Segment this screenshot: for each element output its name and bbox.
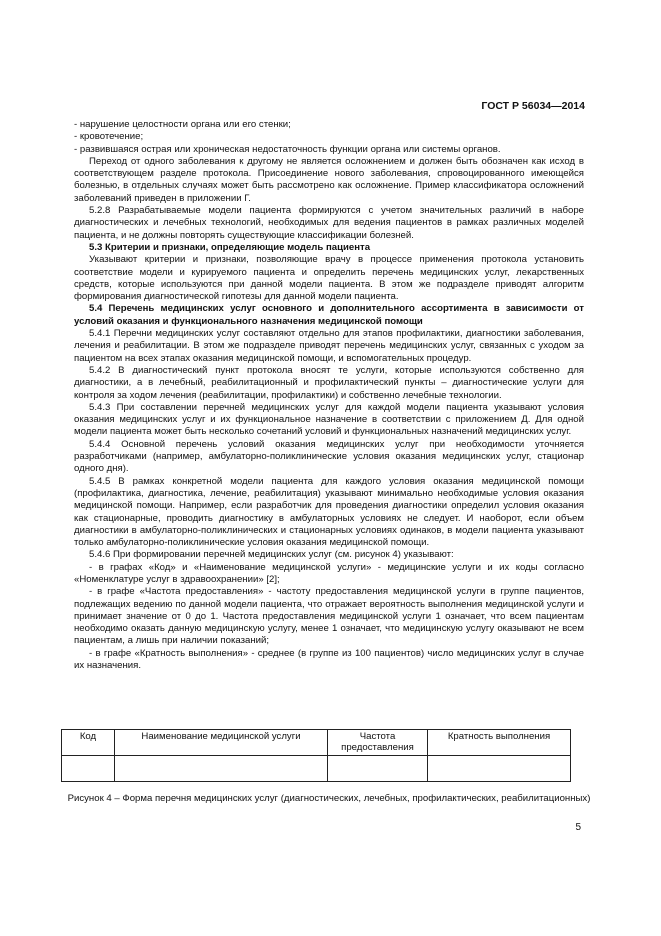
table-cell — [328, 756, 428, 782]
section-heading: 5.3 Критерии и признаки, определяющие модель пациента — [89, 241, 371, 253]
table-cell — [115, 756, 328, 782]
page-number: 5 — [575, 822, 581, 833]
column-header-name: Наименование медицинской услуги — [115, 730, 328, 756]
list-item: - нарушение целостности органа или его стенки; — [74, 119, 291, 130]
table-header-row — [62, 730, 571, 756]
paragraph: 5.4.3 При составлении перечней медицинских услуг для каждой модели пациента указывают условия оказания медицинских услуг и их функциональное назначение в соответствии с приложением Д. Для одной модели пациента может быть несколько сочетаний условий и функциональных назначений медицинских услуг. — [74, 401, 584, 438]
figure-caption: Рисунок 4 – Форма перечня медицинских услуг (диагностических, лечебных, профилактических, реабилитационных) — [67, 793, 591, 804]
table-cell — [428, 756, 571, 782]
paragraph: 5.4.1 Перечни медицинских услуг составляют отдельно для этапов профилактики, диагностики заболевания, лечения и реабилитации. В этом же подразделе приводят перечень медицинских услуг, связанных с уходом за пациентом на всех этапах оказания медицинской помощи, и вспомогательных процедур. — [74, 328, 584, 364]
paragraph: 5.4.2 В диагностический пункт протокола вносят те услуги, которые используются собственно для диагностики, а в лечебный, реабилитационный и профилактический пункты – диагностические услуги для контроля за ходом лечения (реабилитации, профилактики) и собственно лечебные технологии. — [74, 364, 584, 401]
paragraph: 5.4.5 В рамках конкретной модели пациента для каждого условия оказания медицинской помощи (профилактика, диагностика, лечение, реабилитация) указывают минимально необходимые условия оказания медицинской помощи. Например, если разработчик для проведения диагностики определил условия оказания как стационарные, проводить диагностику в амбулаторных условиях не следует. И наоборот, если объем диагностики в амбулаторно-поликлинических и стационарных условиях одинаков, в модели пациента указывают только амбулаторно-поликлинические условия оказания медицинской помощи. — [74, 475, 584, 549]
list-item: - в графах «Код» и «Наименование медицинской услуги» - медицинские услуги и их коды согласно «Номенклатуре услуг в здравоохранении» [2]; — [74, 561, 584, 585]
table-cell — [62, 756, 115, 782]
list-item: - в графе «Кратность выполнения» - среднее (в группе из 100 пациентов) число медицинских услуг в случае их назначения. — [74, 647, 584, 672]
list-item: - кровотечение; — [74, 131, 144, 143]
document-header: ГОСТ Р 56034—2014 — [481, 100, 585, 112]
paragraph: Переход от одного заболевания к другому не является осложнением и должен быть обозначен как исход в соответствующем разделе протокола. Присоединение нового заболевания, спровоцированного имеющейся болезнью, в отдельных случаях может быть рассмотрено как осложнение. Пример классификатора осложнений заболеваний приведен в приложении Г. — [74, 155, 584, 204]
column-header-frequency: Частота предоставления — [328, 730, 428, 756]
paragraph: 5.2.8 Разрабатываемые модели пациента формируются с учетом значительных различий в наборе диагностических и лечебных технологий, необходимых для ведения пациентов в рамках различных моделей пациента, и не должны повторять существующие классификации болезней. — [74, 205, 584, 241]
section-heading: 5.4 Перечень медицинских услуг основного и дополнительного ассортимента в зависимости от условий оказания и функционального назначения медицинской помощи — [74, 303, 584, 327]
paragraph: 5.4.4 Основной перечень условий оказания медицинских услуг при необходимости уточняется разработчиками (например, амбулаторно-поликлинические условия оказания медицинских услуг, стационар одного дня). — [74, 438, 584, 475]
body-text — [74, 119, 584, 672]
column-header-code: Код — [62, 730, 115, 756]
column-header-multiplicity: Кратность выполнения — [428, 730, 571, 756]
list-item: - в графе «Частота предоставления» - частоту предоставления медицинской услуги в группе пациентов, подлежащих ведению по данной модели пациента, что отражает вероятность выполнения медицинской услуги и принимает значение от 0 до 1. Частота предоставления медицинской услуги 1 означает, что всем пациентам необходимо оказать данную медицинскую услугу, менее 1 означает, что медицинскую услугу оказывают не всем пациентам, а лишь при наличии показаний; — [74, 586, 584, 647]
paragraph: Указывают критерии и признаки, позволяющие врачу в процессе применения протокола установить соответствие модели и курируемого пациента и определить перечень медицинских услуг, лекарственных средств, которые используются при данной модели пациента. В этом же подразделе приводят алгоритм формирования диагностической гипотезы для данной модели пациента. — [74, 254, 584, 303]
table-row — [62, 756, 571, 782]
list-item: - развившаяся острая или хроническая недостаточность функции органа или системы органов. — [74, 143, 501, 155]
paragraph: 5.4.6 При формировании перечней медицинских услуг (см. рисунок 4) указывают: — [89, 549, 454, 561]
services-form-table — [61, 729, 571, 782]
